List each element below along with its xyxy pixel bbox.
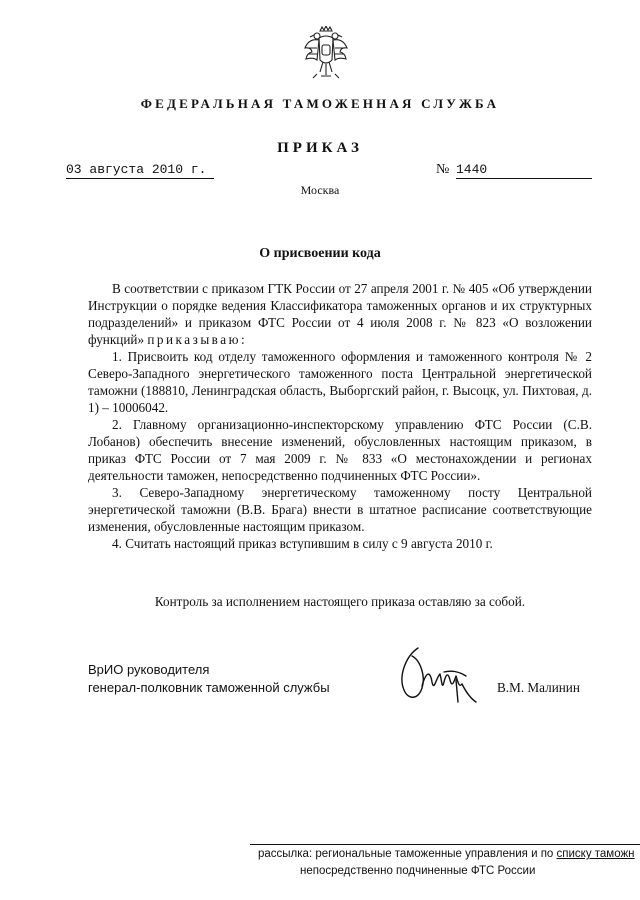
signatory-position-line1: ВрИО руководителя xyxy=(88,662,210,677)
double-headed-eagle-emblem-icon xyxy=(303,26,349,82)
handwritten-signature-icon xyxy=(396,642,486,708)
order-number-sign: № xyxy=(436,162,450,177)
distribution-prefix: рассылка: региональные таможенные управления и по xyxy=(258,848,557,860)
order-item-4: 4. Считать настоящий приказ вступившим в силу с 9 августа 2010 г. xyxy=(112,536,493,551)
preamble-text: В соответствии с приказом ГТК России от 27 апреля 2001 г. № 405 «Об утверждении Инструкции о порядке ведения Классификатора таможенных органов и их структурных подразделений» и приказом ФТС России от 4 июля 2008 г. № 823 «О возложении функций» xyxy=(88,281,592,347)
preamble-directive: приказываю: xyxy=(147,332,248,347)
order-item-1: 1. Присвоить код отделу таможенного оформления и таможенного контроля № 2 Северо-Западного энергетического таможенного поста Центральной энергетической таможни (188810, Ленинградская область, Выборгский район, г. Высоцк, ул. Пихтовая, д. 1) – 10006042. xyxy=(88,349,592,415)
order-city: Москва xyxy=(300,183,340,197)
order-subject: О присвоении кода xyxy=(259,246,381,261)
preamble-paragraph xyxy=(88,280,592,348)
signatory-name: В.М. Малинин xyxy=(497,680,580,695)
signatory-position-line2: генерал-полковник таможенной службы xyxy=(88,680,330,695)
order-item-2: 2. Главному организационно-инспекторскому управлению ФТС России (С.В. Лобанов) обеспечить внесение изменений, обусловленных настоящим приказом, в приказ ФТС России от 7 мая 2009 г. № 833 «О местонахождении и регионах деятельности таможен, непосредственно подчиненных ФТС России». xyxy=(88,417,592,483)
distribution-list-link[interactable]: списку таможн xyxy=(556,848,635,860)
footer-divider xyxy=(250,844,640,845)
order-item-3: 3. Северо-Западному энергетическому таможенному посту Центральной энергетической таможни (В.В. Брага) внести в штатное расписание соответствующие изменения, обусловленные настоящим приказом. xyxy=(88,485,592,534)
control-clause: Контроль за исполнением настоящего приказа оставляю за собой. xyxy=(154,594,526,609)
distribution-line1 xyxy=(258,848,640,860)
document-type: ПРИКАЗ xyxy=(277,140,363,156)
agency-name: ФЕДЕРАЛЬНАЯ ТАМОЖЕННАЯ СЛУЖБА xyxy=(140,96,500,111)
order-date: 03 августа 2010 г. xyxy=(66,162,214,179)
distribution-line2: непосредственно подчиненные ФТС России xyxy=(300,865,536,877)
order-body xyxy=(88,280,592,552)
order-number: 1440 xyxy=(456,162,592,179)
